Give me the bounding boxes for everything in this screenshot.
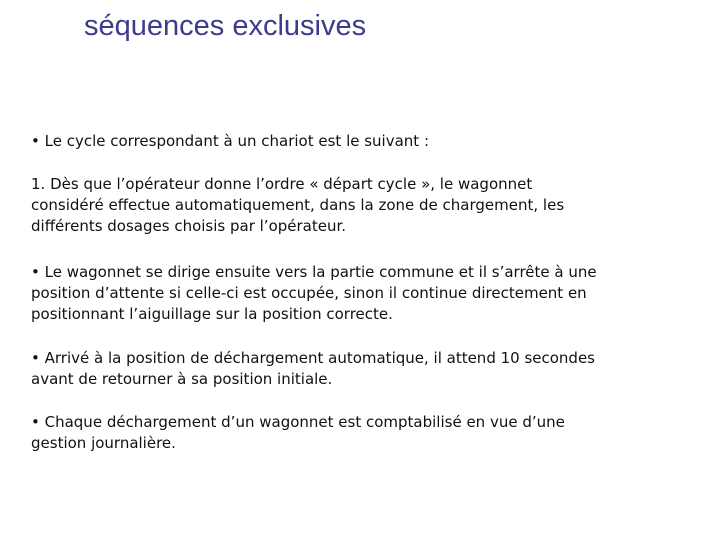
step-depart-cycle	[31, 174, 671, 237]
text-line: • Le cycle correspondant à un chariot est le suivant :	[31, 132, 429, 150]
text-line: différents dosages choisis par l’opérateur.	[31, 217, 347, 235]
text-line: • Le wagonnet se dirige ensuite vers la partie commune et il s’arrête à une	[31, 263, 597, 281]
text-line: avant de retourner à sa position initiale.	[31, 370, 333, 388]
text-line: gestion journalière.	[31, 434, 176, 452]
text-line: • Chaque déchargement d’un wagonnet est comptabilisé en vue d’une	[31, 413, 565, 431]
text-line: • Arrivé à la position de déchargement automatique, il attend 10 secondes	[31, 349, 596, 367]
slide-title: séquences exclusives	[84, 10, 367, 42]
text-line: position d’attente si celle-ci est occupée, sinon il continue directement en	[31, 284, 587, 302]
bullet-partie-commune	[31, 262, 671, 325]
bullet-cycle-intro	[31, 131, 671, 152]
bullet-comptabilisation	[31, 412, 671, 454]
text-line: 1. Dès que l’opérateur donne l’ordre « départ cycle », le wagonnet	[31, 175, 533, 193]
text-line: considéré effectue automatiquement, dans la zone de chargement, les	[31, 196, 565, 214]
bullet-dechargement	[31, 348, 671, 390]
text-line: positionnant l’aiguillage sur la position correcte.	[31, 305, 393, 323]
